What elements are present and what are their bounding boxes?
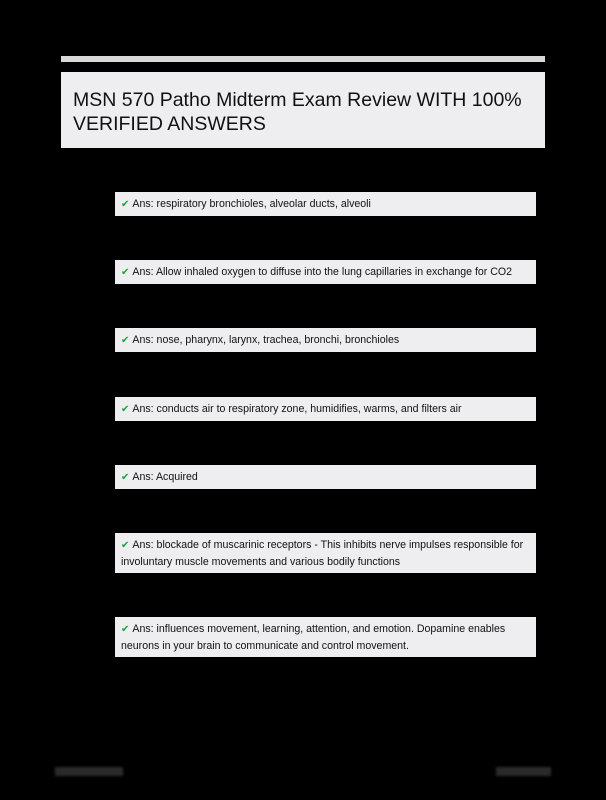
check-icon: ✔ (121, 623, 130, 635)
answer-text: Acquired (155, 470, 198, 483)
footer-page-number (496, 767, 551, 776)
answer-box (115, 328, 536, 352)
answer-box (115, 192, 536, 216)
answer-box (115, 617, 536, 657)
answer-box (115, 260, 536, 284)
answer-box (115, 533, 536, 573)
answer-prefix: Ans: (132, 402, 154, 415)
answer-text: blockade of muscarinic receptors - This inhibits nerve impulses responsible for involuntary muscle movements and various bodily functions (121, 538, 524, 568)
answer-prefix: Ans: (132, 470, 154, 483)
answer-prefix: Ans: (132, 265, 154, 278)
check-icon: ✔ (121, 334, 130, 346)
check-icon: ✔ (121, 471, 130, 483)
answer-text: conducts air to respiratory zone, humidifies, warms, and filters air (156, 402, 462, 415)
header-rule (61, 56, 545, 62)
answer-text: respiratory bronchioles, alveolar ducts, alveoli (156, 197, 371, 210)
answer-prefix: Ans: (132, 538, 154, 551)
check-icon: ✔ (121, 539, 130, 551)
check-icon: ✔ (121, 266, 130, 278)
answer-box (115, 465, 536, 489)
footer-watermark-left (55, 767, 123, 776)
answer-text: influences movement, learning, attention, and emotion. Dopamine enables neurons in your brain to communicate and control movement. (121, 622, 506, 652)
answer-box (115, 397, 536, 421)
check-icon: ✔ (121, 403, 130, 415)
check-icon: ✔ (121, 198, 130, 210)
answer-prefix: Ans: (132, 622, 154, 635)
title-box (61, 72, 545, 148)
answer-text: Allow inhaled oxygen to diffuse into the lung capillaries in exchange for CO2 (155, 265, 513, 278)
answer-prefix: Ans: (132, 333, 154, 346)
answer-prefix: Ans: (132, 197, 154, 210)
answer-text: nose, pharynx, larynx, trachea, bronchi, bronchioles (156, 333, 400, 346)
page-title: MSN 570 Patho Midterm Exam Review WITH 100% VERIFIED ANSWERS (73, 89, 522, 135)
